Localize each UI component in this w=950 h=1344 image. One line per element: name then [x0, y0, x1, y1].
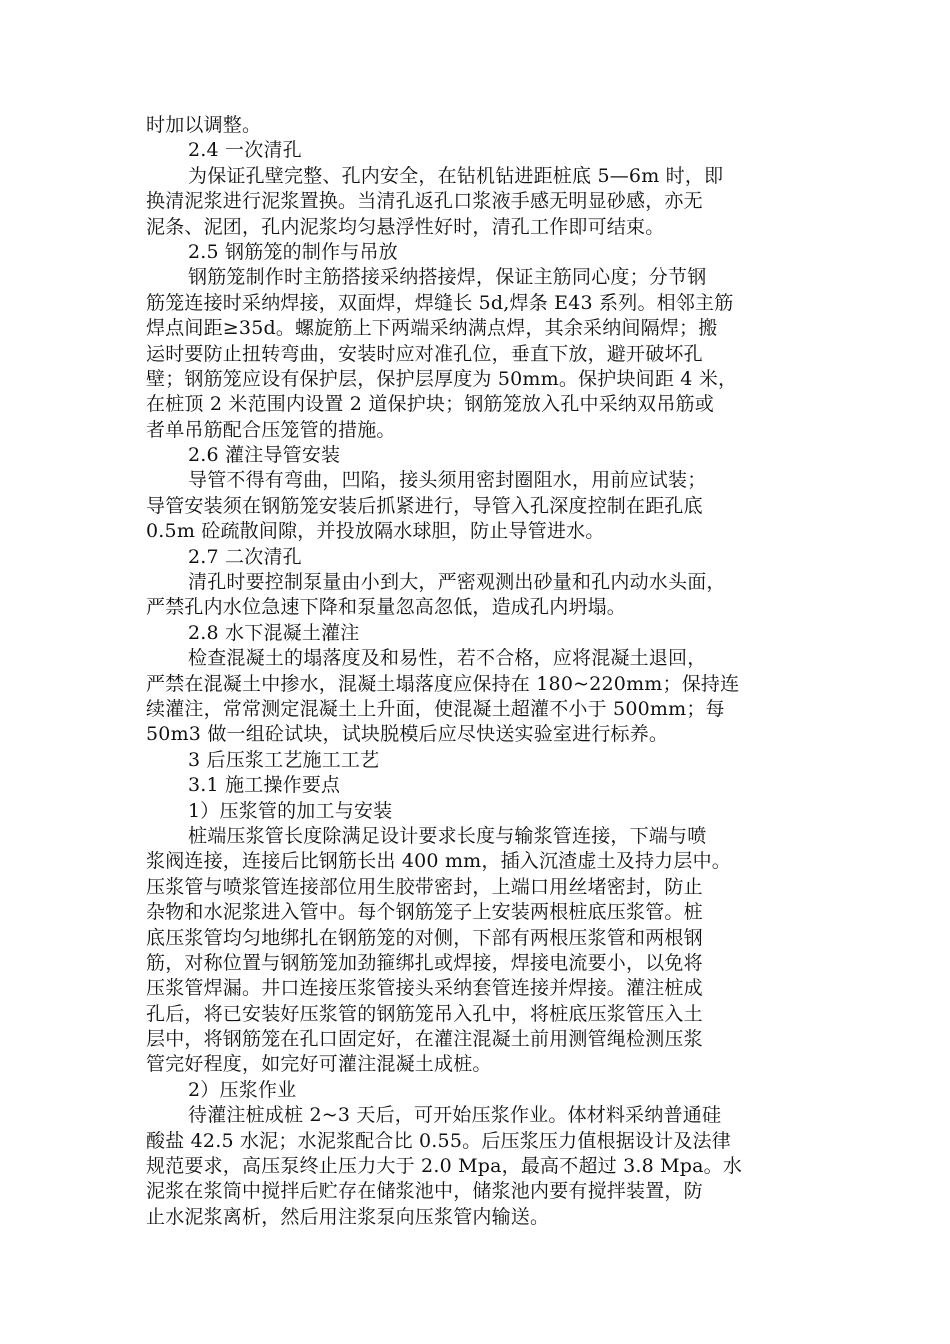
text-line: 2.7 二次清孔 [188, 545, 302, 568]
text-line: 2.4 一次清孔 [188, 139, 302, 162]
text-line: 换清泥浆进行泥浆置换。当清孔返孔口浆液手感无明显砂感，亦无 [146, 190, 703, 213]
text-line: 2.8 水下混凝土灌注 [188, 621, 360, 644]
text-line: 导管安装须在钢筋笼安装后抓紧进行，导管入孔深度控制在距孔底 [146, 494, 703, 517]
text-line: 时加以调整。 [146, 114, 262, 136]
text-line: 检查混凝土的塌落度及和易性，若不合格，应将混凝土退回， [188, 647, 707, 670]
text-line: 压浆管焊漏。井口连接压浆管接头采纳套管连接并焊接。灌注桩成 [146, 977, 703, 1000]
text-line: 导管不得有弯曲，凹陷，接头须用密封圈阻水，用前应试装； [188, 469, 707, 492]
text-line: 泥条、泥团，孔内泥浆均匀悬浮性好时，清孔工作即可结束。 [146, 215, 665, 238]
text-line: 运时要防止扭转弯曲，安装时应对准孔位，垂直下放，避开破坏孔 [146, 342, 703, 365]
text-line: 筋，对称位置与钢筋笼加劲箍绑扎或焊接，焊接电流要小，以免将 [146, 951, 703, 974]
text-line: 筋笼连接时采纳焊接，双面焊，焊缝长 5d,焊条 E43 系列。相邻主筋 [146, 291, 734, 314]
text-line: 底压浆管均匀地绑扎在钢筋笼的对侧，下部有两根压浆管和两根钢 [146, 926, 703, 949]
text-line: 2）压浆作业 [188, 1078, 297, 1101]
text-line: 桩端压浆管长度除满足设计要求长度与输浆管连接，下端与喷 [188, 824, 707, 847]
text-line: 层中，将钢筋笼在孔口固定好，在灌注混凝土前用测管绳检测压浆 [146, 1028, 703, 1051]
text-line: 50m3 做一组砼试块，试块脱模后应尽快送实验室进行标养。 [146, 723, 669, 746]
text-line: 止水泥浆离析，然后用注浆泵向压浆管内输送。 [146, 1205, 550, 1228]
text-line: 壁；钢筋笼应设有保护层，保护层厚度为 50mm。保护块间距 4 米， [146, 367, 738, 390]
text-line: 在桩顶 2 米范围内设置 2 道保护块；钢筋笼放入孔中采纳双吊筋或 [146, 393, 714, 416]
text-line: 3 后压浆工艺施工工艺 [188, 748, 380, 771]
text-line: 严禁在混凝土中掺水，混凝土塌落度应保持在 180~220mm；保持连 [146, 672, 740, 695]
text-line: 压浆管与喷浆管连接部位用生胶带密封，上端口用丝堵密封，防止 [146, 875, 703, 898]
text-line: 孔后，将已安装好压浆管的钢筋笼吊入孔中，将桩底压浆管压入土 [146, 1002, 703, 1025]
text-line: 管完好程度，如完好可灌注混凝土成桩。 [146, 1053, 492, 1076]
text-line: 泥浆在浆筒中搅拌后贮存在储浆池中，储浆池内要有搅拌装置，防 [146, 1180, 703, 1203]
document-body [146, 113, 806, 1230]
text-line: 待灌注桩成桩 2~3 天后，可开始压浆作业。体材料采纳普通硅 [188, 1104, 722, 1127]
text-line: 续灌注，常常测定混凝土上升面，使混凝土超灌不小于 500mm；每 [146, 697, 725, 720]
text-line: 酸盐 42.5 水泥；水泥浆配合比 0.55。后压浆压力值根据设计及法律 [146, 1129, 731, 1152]
text-line: 2.6 灌注导管安装 [188, 444, 341, 467]
text-line: 为保证孔壁完整、孔内安全，在钻机钻进距桩底 5—6m 时，即 [188, 164, 724, 187]
text-line: 严禁孔内水位急速下降和泵量忽高忽低，造成孔内坍塌。 [146, 596, 627, 619]
text-line: 1）压浆管的加工与安装 [188, 799, 393, 822]
text-line: 者单吊筋配合压笼管的措施。 [146, 418, 396, 441]
text-line: 0.5m 砼疏散间隙，并投放隔水球胆，防止导管进水。 [146, 520, 605, 543]
text-line: 2.5 钢筋笼的制作与吊放 [188, 240, 398, 263]
text-line: 清孔时要控制泵量由小到大，严密观测出砂量和孔内动水头面， [188, 571, 726, 594]
text-line: 焊点间距≥35d。螺旋筋上下两端采纳满点焊，其余采纳间隔焊；搬 [146, 317, 718, 340]
text-line: 规范要求，高压泵终止压力大于 2.0 Mpa，最高不超过 3.8 Mpa。水 [146, 1155, 743, 1178]
text-line: 3.1 施工操作要点 [188, 774, 341, 797]
text-line: 钢筋笼制作时主筋搭接采纳搭接焊，保证主筋同心度；分节钢 [188, 266, 707, 289]
text-line: 浆阀连接，连接后比钢筋长出 400 mm，插入沉渣虚土及持力层中。 [146, 850, 731, 873]
text-line: 杂物和水泥浆进入管中。每个钢筋笼子上安装两根桩底压浆管。桩 [146, 901, 703, 924]
